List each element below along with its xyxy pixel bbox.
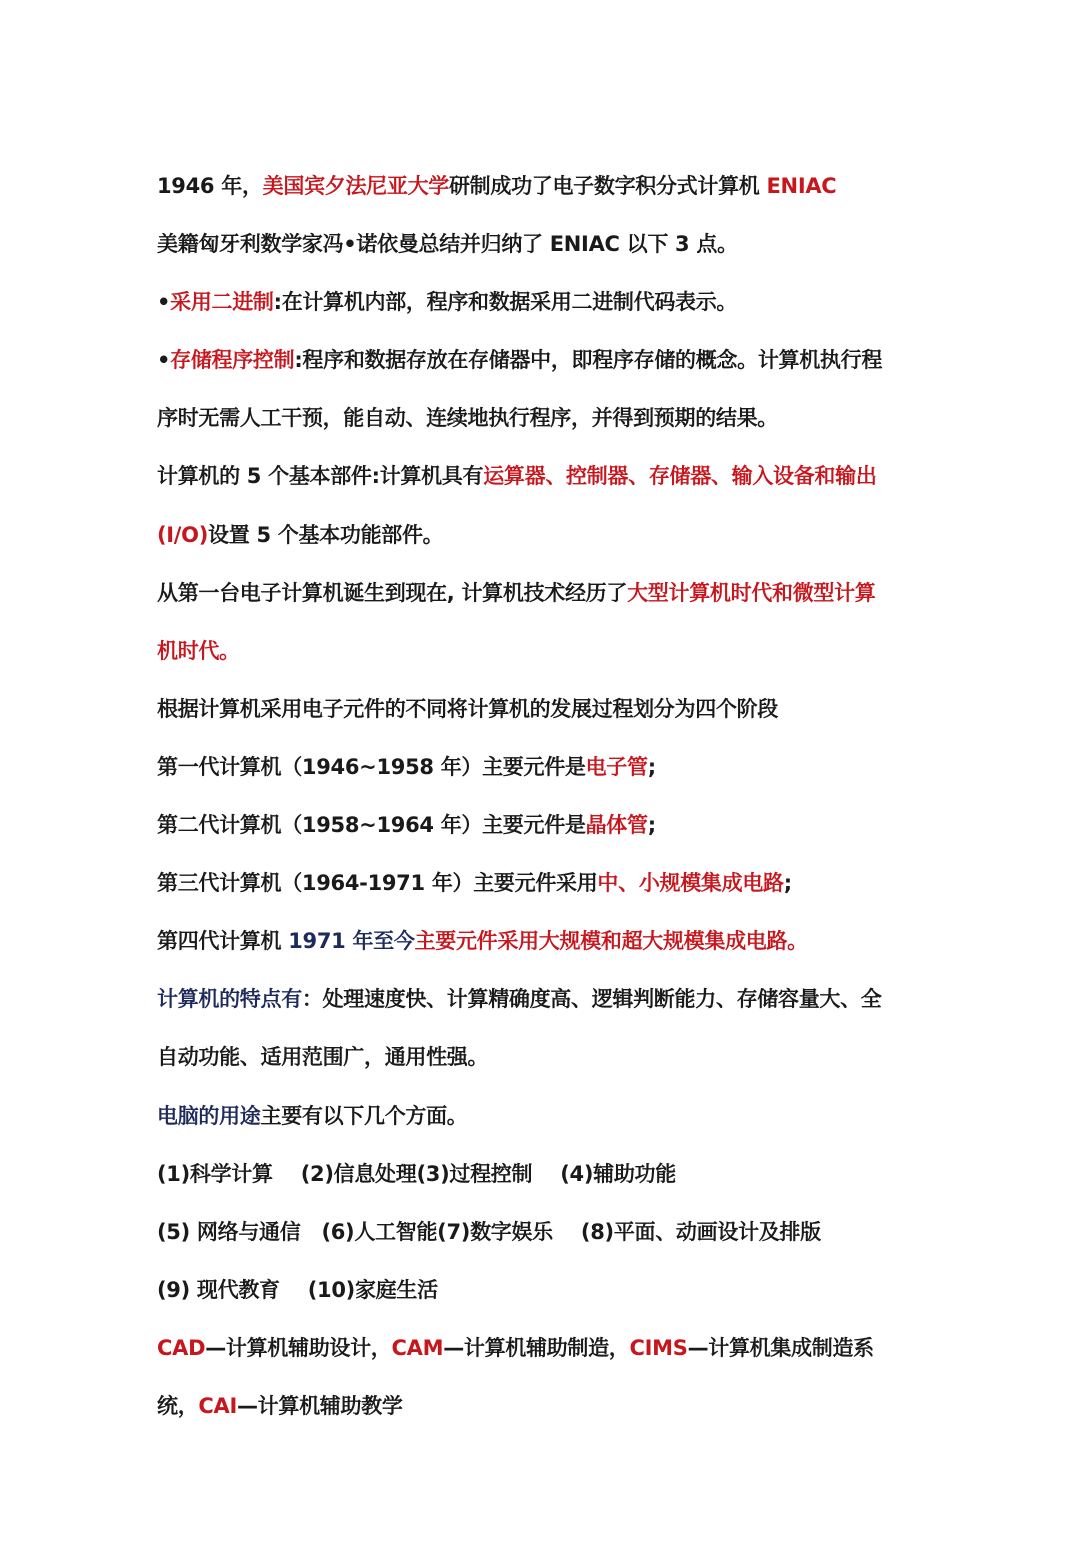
- text-segment: 研制成功了电子数字积分式计算机: [448, 174, 767, 198]
- text-segment: 自动功能、适用范围广，通用性强。: [157, 1045, 489, 1070]
- text-line: [157, 402, 947, 460]
- text-segment: —计算机集成制造系: [687, 1335, 874, 1360]
- text-segment: ;: [647, 813, 656, 838]
- text-line: [157, 344, 947, 402]
- highlighted-text-segment: 电子管: [585, 754, 648, 779]
- text-segment: •: [157, 290, 171, 315]
- document-body: [157, 170, 947, 1448]
- highlighted-text-segment: (I/O): [157, 522, 209, 547]
- text-line: [157, 635, 947, 693]
- text-line: [157, 693, 947, 751]
- text-segment: 根据计算机采用电子元件的不同将计算机的发展过程划分为四个阶段: [157, 696, 778, 721]
- highlighted-text-segment: 中、小规模集成电路: [597, 871, 784, 896]
- text-line: [157, 286, 947, 344]
- text-segment: (5) 网络与通信 (6)人工智能(7)数字娱乐 (8)平面、动画设计及排版: [157, 1219, 821, 1244]
- text-line: [157, 1274, 947, 1332]
- text-line: [157, 1100, 947, 1158]
- text-line: [157, 1216, 947, 1274]
- text-segment: ;: [783, 871, 792, 896]
- text-line: [157, 460, 947, 518]
- text-line: [157, 228, 947, 286]
- text-segment: —计算机辅助设计，: [205, 1335, 392, 1360]
- highlighted-text-segment: CAM: [391, 1335, 444, 1360]
- highlighted-text-segment: 电脑的用途: [157, 1103, 261, 1128]
- text-segment: 从第一台电子计算机诞生到现在, 计算机技术经历了: [157, 580, 628, 605]
- text-segment: 1946 年，: [157, 174, 263, 198]
- text-segment: :程序和数据存放在存储器中，即程序存储的概念。计算机执行程: [294, 348, 883, 373]
- text-line: [157, 1041, 947, 1099]
- text-segment: —计算机辅助教学: [236, 1393, 403, 1418]
- text-segment: ;: [647, 754, 656, 779]
- text-segment: :在计算机内部，程序和数据采用二进制代码表示。: [273, 290, 738, 315]
- text-line: [157, 1390, 947, 1448]
- highlighted-text-segment: 计算机的特点有: [157, 987, 302, 1012]
- highlighted-text-segment: 存储程序控制: [170, 348, 295, 373]
- text-line: [157, 1332, 947, 1390]
- text-segment: 第四代计算机: [157, 929, 289, 954]
- highlighted-text-segment: 机时代。: [157, 638, 240, 663]
- text-segment: 设置 5 个基本功能部件。: [208, 522, 444, 547]
- text-line: [157, 577, 947, 635]
- text-line: [157, 809, 947, 867]
- highlighted-text-segment: 采用二进制: [170, 290, 274, 315]
- text-segment: —计算机辅助制造，: [443, 1335, 630, 1360]
- text-segment: (9) 现代教育 (10)家庭生活: [157, 1277, 438, 1302]
- text-segment: 统，: [157, 1393, 199, 1418]
- highlighted-text-segment: 1971 年至今: [288, 929, 415, 954]
- text-line: [157, 170, 947, 228]
- highlighted-text-segment: 大型计算机时代和微型计算: [627, 580, 876, 605]
- text-segment: 第二代计算机（1958~1964 年）主要元件是: [157, 813, 586, 838]
- highlighted-text-segment: 主要元件采用大规模和超大规模集成电路。: [414, 929, 808, 954]
- highlighted-text-segment: 美国宾夕法尼亚大学: [262, 174, 449, 198]
- text-line: [157, 925, 947, 983]
- text-line: [157, 519, 947, 577]
- text-segment: 第一代计算机（1946~1958 年）主要元件是: [157, 754, 586, 779]
- highlighted-text-segment: 运算器、控制器、存储器、输入设备和输出: [483, 464, 877, 489]
- highlighted-text-segment: ENIAC: [766, 174, 837, 198]
- text-line: [157, 867, 947, 925]
- text-segment: 主要有以下几个方面。: [260, 1103, 468, 1128]
- highlighted-text-segment: CAD: [157, 1335, 206, 1360]
- text-segment: 序时无需人工干预，能自动、连续地执行程序，并得到预期的结果。: [157, 406, 778, 431]
- text-segment: 计算机的 5 个基本部件:计算机具有: [157, 464, 484, 489]
- text-segment: (1)科学计算 (2)信息处理(3)过程控制 (4)辅助功能: [157, 1161, 676, 1186]
- highlighted-text-segment: CAI: [198, 1393, 237, 1418]
- text-segment: 美籍匈牙利数学家冯•诺依曼总结并归纳了 ENIAC 以下 3 点。: [157, 232, 738, 257]
- text-line: [157, 1158, 947, 1216]
- text-segment: •: [157, 348, 171, 373]
- highlighted-text-segment: 晶体管: [585, 813, 648, 838]
- text-line: [157, 983, 947, 1041]
- text-segment: ：处理速度快、计算精确度高、逻辑判断能力、存储容量大、全: [301, 987, 882, 1012]
- text-line: [157, 751, 947, 809]
- text-segment: 第三代计算机（1964-1971 年）主要元件采用: [157, 871, 598, 896]
- highlighted-text-segment: CIMS: [629, 1335, 688, 1360]
